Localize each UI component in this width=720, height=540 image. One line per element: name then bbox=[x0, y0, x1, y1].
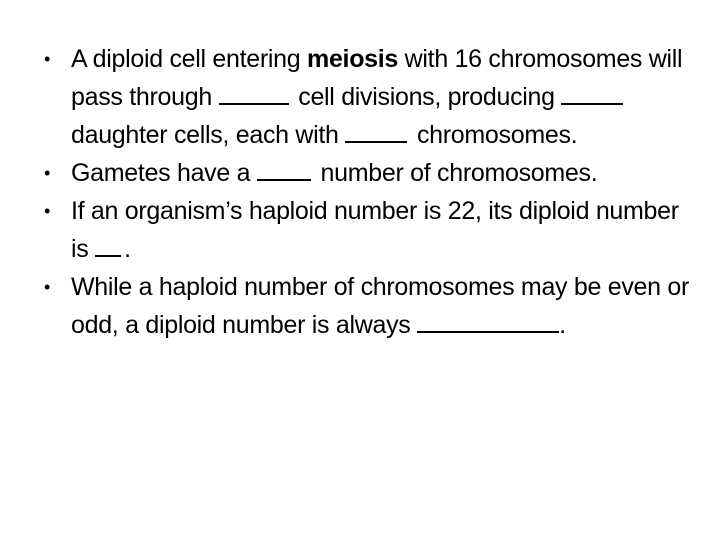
blank-diploid-number bbox=[95, 235, 121, 257]
bullet-text: . bbox=[559, 311, 566, 339]
bullet-item-diploid bbox=[44, 268, 694, 344]
blank-daughter-cells bbox=[561, 83, 623, 105]
bullet-text: chromosomes. bbox=[410, 121, 578, 149]
bullet-text: daughter cells, each with bbox=[71, 121, 346, 149]
bullet-text: with 16 chromosomes will pass through bbox=[71, 45, 683, 111]
blank-always bbox=[417, 311, 559, 333]
bullet-item-meiosis bbox=[44, 40, 694, 154]
blank-gamete-number bbox=[257, 159, 311, 181]
bullet-text: . bbox=[124, 235, 131, 263]
bullet-marker: • bbox=[44, 277, 51, 297]
bullet-marker: • bbox=[44, 163, 51, 183]
blank-cell-divisions bbox=[219, 83, 289, 105]
bullet-list bbox=[44, 40, 694, 344]
bullet-text: Gametes have a bbox=[71, 159, 257, 187]
blank-chromosome-count bbox=[345, 121, 407, 143]
bullet-text: A diploid cell entering bbox=[71, 45, 308, 73]
bullet-marker: • bbox=[44, 201, 51, 221]
bullet-text: While a haploid number of chromosomes may be even or odd, a diploid number is always bbox=[71, 273, 690, 339]
bold-term-meiosis: meiosis bbox=[307, 45, 399, 73]
bullet-text: cell divisions, producing bbox=[291, 83, 562, 111]
bullet-marker: • bbox=[44, 49, 51, 69]
bullet-item-gametes bbox=[44, 154, 694, 192]
bullet-text: number of chromosomes. bbox=[313, 159, 598, 187]
bullet-item-haploid bbox=[44, 192, 694, 268]
bullet-text: If an organism’s haploid number is 22, its diploid number is bbox=[71, 197, 679, 263]
